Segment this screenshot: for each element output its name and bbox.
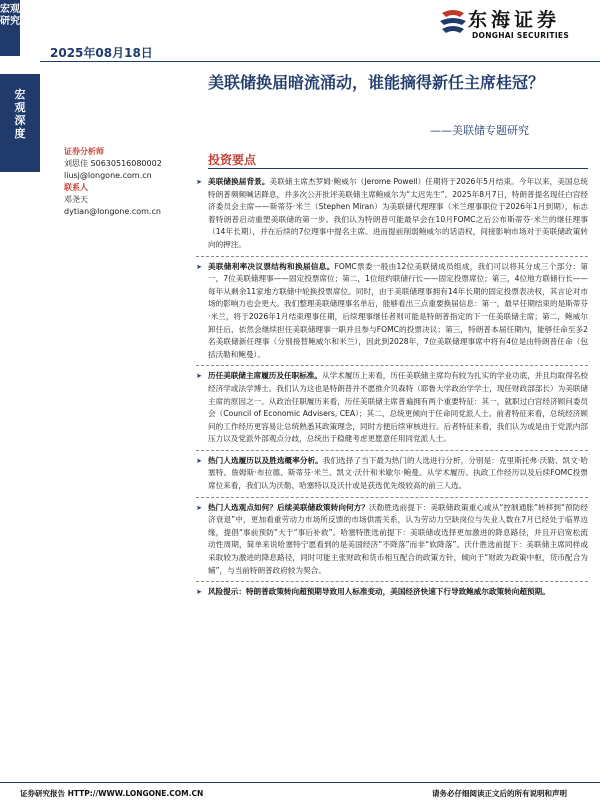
header-divider — [40, 61, 600, 62]
key-point-text: 美联储主席杰罗姆·鲍威尔（Jerome Powell）任期将于2026年5月结束。今年以来，美国总统特朗普频频喊话降息，并多次公开批评美联储主席鲍威尔为“太迟先生”。2025年8月7日，特朗普提名现任白宫经济委员会主席——斯蒂芬·米兰（Stephen Miran）为美联储代理理事（米兰理事职位于2026年1月到期），标志着特朗普启动重塑美联储的第一步。我们认为特朗普可能最早会在10月FOMC之后公布斯蒂芬·米兰的继任理事（14年长期），并在后续的7位理事中提名主席。进而提前削弱鲍威尔的话语权，间接影响市场对于美联储政策转向的押注。 — [208, 177, 589, 249]
section-divider — [208, 168, 588, 169]
key-point-lead: 热门人选观点如何？后续美联储政策转向何方？ — [208, 502, 370, 512]
key-point-text: FOMC票委一般由12位美联储成员组成，我们可以将其分成三个部分：第一，7位美联储理事——固定投票席位；第二，1位纽约联储行长——固定投票席位；第三，4位地方联储行长——每年从剩余11家地方联储中轮换投票席位。同时，由于美联储理事拥有14年长期的固定投票表决权，其言论对市场的影响力也会更大。我们整理美联储理事名单后，能够看出三点重要换届信息：第一，最早任期结束的是斯蒂芬·米兰，将于2026年1月结束理事任期，后续理事继任者则可能是特朗普指定的下一任美联储主席；第二，鲍威尔卸任后，依然会继续担任美联储理事一职并且参与FOMC的投票决议；第三，特朗普本届任期内，能够任命至多2名美联储新任理事（分别接替鲍威尔和米兰），因此到2028年，7位美联储理事席中将有4位是由特朗普任命（包括沃勒和鲍曼）。 — [208, 261, 589, 359]
bullet-icon: ➤ — [196, 262, 202, 271]
key-point-lead: 历任美联储主席履历及任职标准。 — [208, 371, 322, 381]
contact-name: 邓尧天 — [64, 195, 88, 204]
key-point-lead: 美联储利率决议票结构和换届信息。 — [208, 261, 335, 271]
key-point-text: 我们选择了当下最为热门的人选进行分析，分别是：克里斯托弗·沃勒、凯文·哈塞特、詹姆斯·布拉德、斯蒂芬·米兰、凯文·沃什和米歇尔·鲍曼。从学术履历、执政工作经历以及后续FOMC投票席位来看，我们认为沃勒、哈塞特以及沃什或是获选优先级较高的前三人选。 — [208, 455, 588, 491]
analyst-name: 刘思佳 S0630516080002 — [64, 159, 162, 168]
bullet-icon: ➤ — [196, 456, 202, 465]
key-points — [196, 172, 588, 603]
key-point-text: 沃勒胜选前提下：美联储政策重心或从“控制通胀”转移到“预防经济衰退”中，更加看重劳动力市场所反馈的市场供需关系，认为劳动力空缺岗位与失业人数在7月已经处于临界边缘，提倡“事前预防”大于“事后补救”。哈塞特胜选前提下：美联储或选择更加激进的降息路径，并且开启宽松流动性周期，简单来说哈塞特宁愿看到的是美国经济“不降落”而非“软降落”。沃什胜选前提下：美联储主席同样或采取较为激进的降息路径，同时可能主张财政和货币相互配合的政策方针，倾向于“财政为政策中枢，货币配合为辅”，与当前特朗普政府较为契合。 — [208, 502, 588, 575]
footer-divider — [0, 782, 600, 783]
report-subtitle: ——美联储专题研究 — [430, 124, 529, 137]
key-point-lead: 美联储换届背景。 — [208, 177, 270, 186]
key-point-item — [196, 257, 588, 367]
bullet-icon: ➤ — [196, 503, 202, 512]
side-tab-top — [0, 0, 20, 56]
key-point-item — [196, 451, 588, 498]
section-title: 投资要点 — [208, 153, 257, 167]
analyst-label: 证券分析师 — [64, 147, 104, 156]
analyst-block — [64, 146, 194, 218]
bullet-icon: ➤ — [196, 372, 202, 381]
contact-email[interactable]: dytian@longone.com.cn — [64, 207, 161, 216]
footer-left[interactable]: 证券研究报告 HTTP://WWW.LONGONE.COM.CN — [20, 789, 204, 798]
analyst-email[interactable]: liusj@longone.com.cn — [64, 171, 152, 180]
side-tab-top-label: 宏观研究 — [0, 4, 20, 27]
key-point-text: 从学术履历上来看，历任美联储主席均有较为扎实的学业功底，并且均取得名校经济学或法学博士。我们认为这也是特朗普并不愿推介贝森特（耶鲁大学政治学学士，现任财政部部长）为美联储主席的原因之一。从政治任职履历来看，历任美联储主席普遍拥有两个重要特征：其一，就职过白宫经济顾问委员会（Council of Economic Advisers, CEA）；其二，总统更倾向于任命同党派人士。前者特征来看，总统经济顾问的工作经历更容易让总统熟悉其政策理念，同时方便后续审核进行。后者特征来看，我们认为或是由于党派内部压力以及党派外部观点分歧，总统出于稳健考虑更愿意任用同党派人士。 — [208, 371, 588, 444]
key-point-item — [196, 366, 588, 451]
logo-mark-icon — [438, 7, 468, 37]
key-point-item — [196, 582, 588, 603]
report-title: 美联储换届暗流涌动，谁能摘得新任主席桂冠？ — [208, 73, 545, 92]
logo-en-text: DONGHAI SECURITIES — [472, 31, 570, 40]
side-tab-mid — [0, 74, 40, 172]
bullet-icon: ➤ — [196, 178, 202, 186]
logo-cn-text: 东海证券 — [468, 9, 561, 31]
key-point-item — [196, 498, 588, 583]
company-logo — [438, 5, 588, 45]
side-tab-mid-label: 宏观深度 — [14, 88, 26, 140]
footer-right: 请务必仔细阅读正文后的所有说明和声明 — [432, 789, 567, 798]
key-point-lead: 热门人选履历以及胜选概率分析。 — [208, 455, 323, 465]
bullet-icon: ➤ — [196, 588, 202, 597]
contact-label: 联系人 — [64, 183, 88, 192]
report-date: 2025年08月18日 — [50, 46, 153, 60]
key-point-item — [196, 172, 588, 257]
key-point-lead: 风险提示：特朗普政策转向超预期导致用人标准变动，美国经济快速下行导致鲍威尔政策转向超预期。 — [208, 587, 550, 597]
